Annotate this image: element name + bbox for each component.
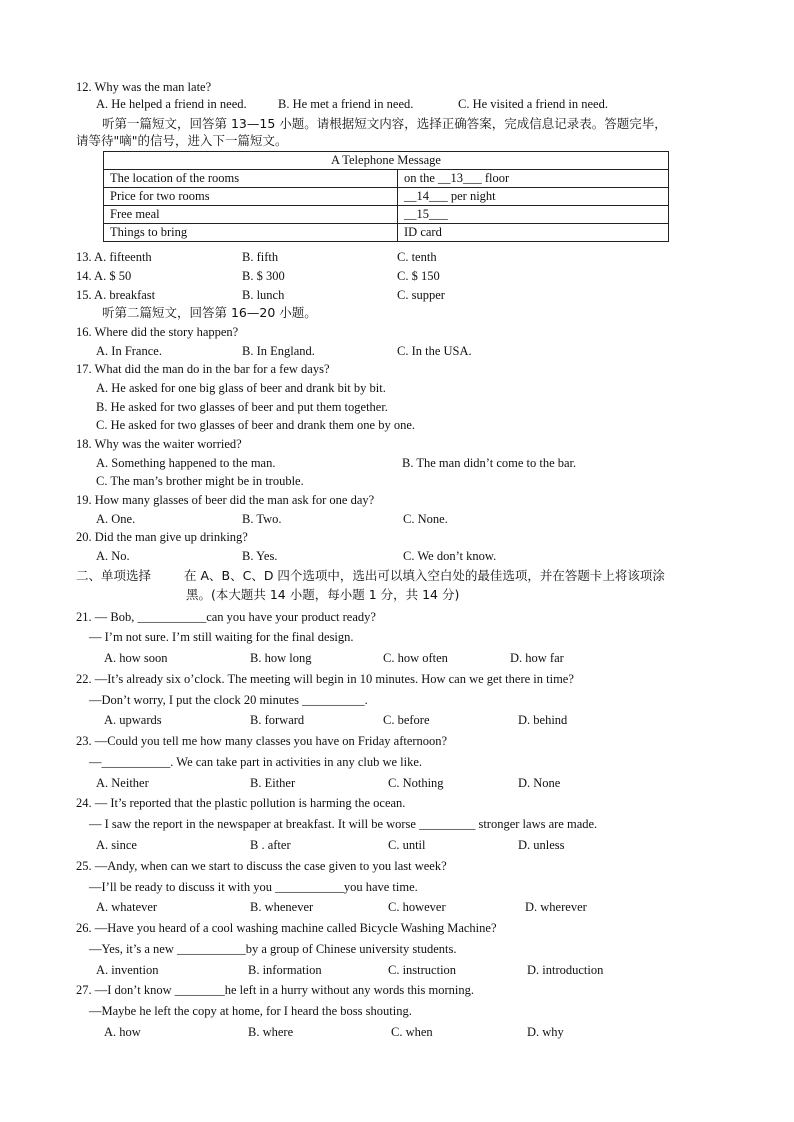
question-22-option-d: D. behind — [518, 713, 568, 727]
question-26-option-a: A. invention — [96, 963, 159, 977]
question-21-option-c: C. how often — [383, 651, 448, 665]
question-14-option-c: C. $ 150 — [397, 269, 440, 283]
table-cell-label: Price for two rooms — [104, 188, 398, 206]
question-26-stem: 26. —Have you heard of a cool washing machine called Bicycle Washing Machine? — [76, 921, 497, 935]
table-title: A Telephone Message — [104, 152, 669, 170]
table-title-row — [104, 152, 669, 170]
question-24-option-a: A. since — [96, 838, 137, 852]
question-25-option-c: C. however — [388, 900, 446, 914]
listening-section-1-instruction-cont: 请等待"嘀"的信号，进入下一篇短文。 — [76, 133, 288, 148]
question-20-stem: 20. Did the man give up drinking? — [76, 530, 248, 544]
table-cell-label: The location of the rooms — [104, 170, 398, 188]
question-26-option-b: B. information — [248, 963, 322, 977]
question-23-reply: —___________. We can take part in activities in any club we like. — [89, 755, 423, 769]
table-row — [104, 224, 669, 242]
question-18-option-a: A. Something happened to the man. — [96, 456, 276, 470]
question-27-option-d: D. why — [527, 1025, 564, 1039]
question-22-reply: —Don’t worry, I put the clock 20 minutes __________. — [89, 693, 368, 707]
question-26-reply: —Yes, it’s a new ___________by a group of Chinese university students. — [89, 942, 457, 956]
question-16-option-b: B. In England. — [242, 344, 315, 358]
question-25-option-d: D. wherever — [525, 900, 587, 914]
question-27-option-c: C. when — [391, 1025, 433, 1039]
question-21-stem: 21. — Bob, ___________can you have your product ready? — [76, 610, 376, 624]
question-23-stem: 23. —Could you tell me how many classes you have on Friday afternoon? — [76, 734, 448, 748]
table-cell-value: on the __13___ floor — [398, 170, 669, 188]
question-22-option-a: A. upwards — [104, 713, 162, 727]
question-27-option-a: A. how — [104, 1025, 141, 1039]
question-17-option-c: C. He asked for two glasses of beer and drank them one by one. — [96, 418, 416, 432]
listening-section-1-instruction: 听第一篇短文，回答第 13—15 小题。请根据短文内容，选择正确答案，完成信息记录表。答题完毕， — [102, 116, 667, 131]
question-19-option-b: B. Two. — [242, 512, 282, 526]
question-23-option-b: B. Either — [250, 776, 296, 790]
question-24-option-d: D. unless — [518, 838, 565, 852]
question-13-option-b: B. fifth — [242, 250, 279, 264]
question-16-option-c: C. In the USA. — [397, 344, 472, 358]
question-23-option-d: D. None — [518, 776, 561, 790]
table-cell-label: Things to bring — [104, 224, 398, 242]
question-13-option-c: C. tenth — [397, 250, 437, 264]
question-12-option-c: C. He visited a friend in need. — [458, 97, 608, 111]
question-26-option-c: C. instruction — [388, 963, 457, 977]
question-14-option-b: B. $ 300 — [242, 269, 285, 283]
question-15-option-b: B. lunch — [242, 288, 285, 302]
question-23-option-a: A. Neither — [96, 776, 149, 790]
table-cell-value: __15___ — [398, 206, 669, 224]
question-25-reply: —I’ll be ready to discuss it with you ___________you have time. — [89, 880, 418, 894]
question-20-option-c: C. We don’t know. — [403, 549, 497, 563]
question-25-stem: 25. —Andy, when can we start to discuss the case given to you last week? — [76, 859, 447, 873]
question-17-option-a: A. He asked for one big glass of beer and drank bit by bit. — [96, 381, 386, 395]
table-row — [104, 188, 669, 206]
telephone-message-table — [103, 151, 669, 242]
table-cell-value: ID card — [398, 224, 669, 242]
question-19-option-a: A. One. — [96, 512, 136, 526]
question-25-option-b: B. whenever — [250, 900, 314, 914]
question-13-option-a: 13. A. fifteenth — [76, 250, 152, 264]
question-24-option-c: C. until — [388, 838, 426, 852]
question-20-option-a: A. No. — [96, 549, 130, 563]
question-18-option-c: C. The man’s brother might be in trouble. — [96, 474, 304, 488]
question-24-option-b: B . after — [250, 838, 291, 852]
question-14-option-a: 14. A. $ 50 — [76, 269, 132, 283]
question-23-option-c: C. Nothing — [388, 776, 444, 790]
question-27-reply: —Maybe he left the copy at home, for I heard the boss shouting. — [89, 1004, 412, 1018]
question-26-option-d: D. introduction — [527, 963, 604, 977]
question-16-stem: 16. Where did the story happen? — [76, 325, 239, 339]
question-12-stem: 12. Why was the man late? — [76, 80, 212, 94]
question-21-option-b: B. how long — [250, 651, 312, 665]
question-24-stem: 24. — It’s reported that the plastic pollution is harming the ocean. — [76, 796, 406, 810]
question-17-option-b: B. He asked for two glasses of beer and put them together. — [96, 400, 388, 414]
question-18-option-b: B. The man didn’t come to the bar. — [402, 456, 577, 470]
question-19-stem: 19. How many glasses of beer did the man ask for one day? — [76, 493, 375, 507]
question-20-option-b: B. Yes. — [242, 549, 278, 563]
question-17-stem: 17. What did the man do in the bar for a few days? — [76, 362, 330, 376]
question-22-option-c: C. before — [383, 713, 430, 727]
table-cell-value: __14___ per night — [398, 188, 669, 206]
question-15-option-a: 15. A. breakfast — [76, 288, 156, 302]
question-21-reply: — I’m not sure. I’m still waiting for the final design. — [89, 630, 354, 644]
part-2-instruction: 在 A、B、C、D 四个选项中，选出可以填入空白处的最佳选项，并在答题卡上将该项涂 — [184, 568, 665, 583]
question-27-option-b: B. where — [248, 1025, 294, 1039]
part-2-heading: 二、单项选择 — [76, 568, 152, 583]
question-18-stem: 18. Why was the waiter worried? — [76, 437, 242, 451]
table-row — [104, 170, 669, 188]
part-2-instruction-cont: 黑。(本大题共 14 小题，每小题 1 分，共 14 分) — [186, 587, 460, 602]
question-24-reply: — I saw the report in the newspaper at breakfast. It will be worse _________ stronger laws are made. — [89, 817, 598, 831]
listening-section-2-instruction: 听第二篇短文，回答第 16—20 小题。 — [102, 305, 317, 320]
question-19-option-c: C. None. — [403, 512, 448, 526]
question-12-option-a: A. He helped a friend in need. — [96, 97, 247, 111]
question-12-option-b: B. He met a friend in need. — [278, 97, 414, 111]
question-25-option-a: A. whatever — [96, 900, 158, 914]
question-21-option-a: A. how soon — [104, 651, 168, 665]
question-22-stem: 22. —It’s already six o’clock. The meeting will begin in 10 minutes. How can we get there in time? — [76, 672, 574, 686]
question-15-option-c: C. supper — [397, 288, 445, 302]
table-cell-label: Free meal — [104, 206, 398, 224]
question-27-stem: 27. —I don’t know ________he left in a hurry without any words this morning. — [76, 983, 474, 997]
question-21-option-d: D. how far — [510, 651, 564, 665]
question-16-option-a: A. In France. — [96, 344, 162, 358]
table-row — [104, 206, 669, 224]
question-22-option-b: B. forward — [250, 713, 305, 727]
